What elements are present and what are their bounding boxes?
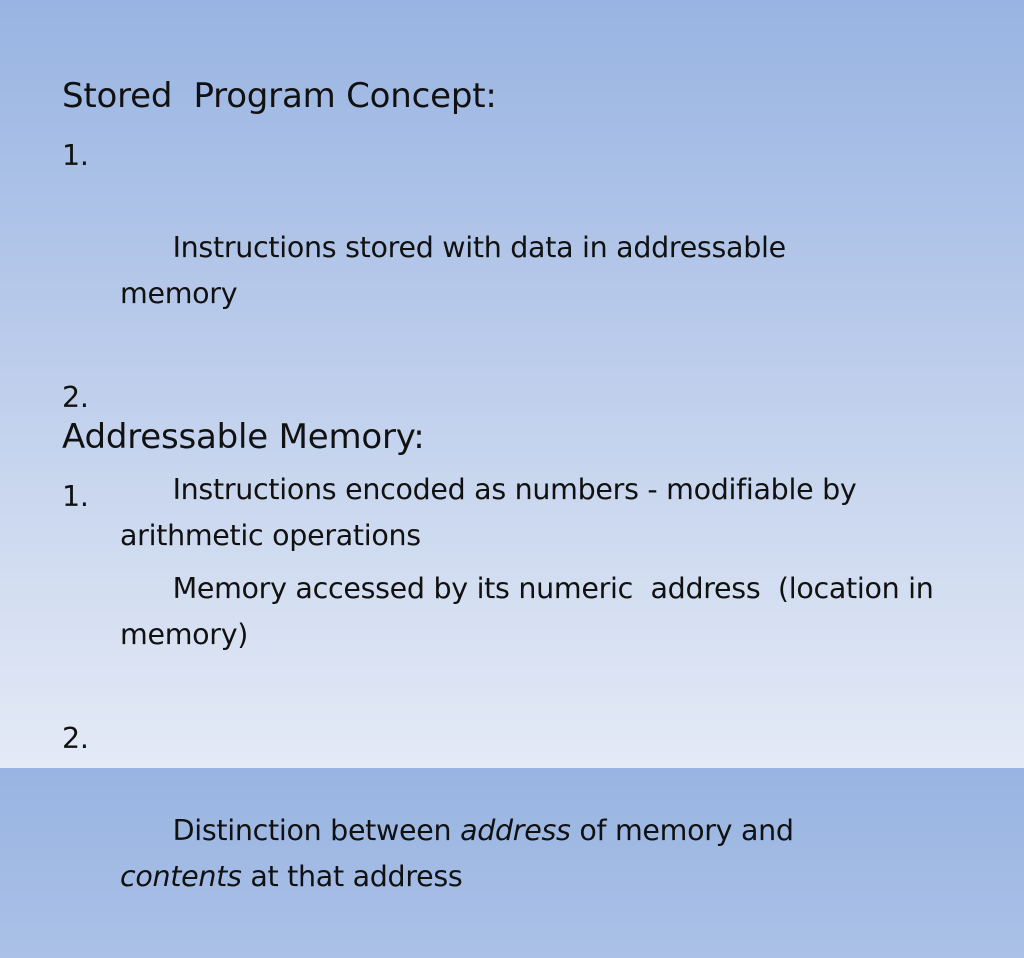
list-item (62, 474, 962, 704)
list-item-text: Memory accessed by its numeric address (location in memory) (120, 572, 943, 651)
list-item-text-part: Distinction between (172, 814, 461, 847)
section-heading-addressable-memory: Addressable Memory: (62, 417, 425, 457)
list-item (62, 716, 962, 946)
list-number: 2. (62, 381, 89, 414)
list-item-emphasis-address: address (460, 814, 571, 847)
list-item-text-part: of memory and (570, 814, 803, 847)
list-item-text-part: at that address (241, 860, 463, 893)
list-number: 2. (62, 722, 89, 755)
list-item-emphasis-contents: contents (120, 860, 242, 893)
section-heading-stored-program-concept: Stored Program Concept: (62, 76, 497, 116)
list-item-text: Instructions stored with data in addressable memory (120, 231, 795, 310)
list-number: 1. (62, 480, 89, 513)
list-item (62, 133, 862, 363)
list-number: 1. (62, 139, 89, 172)
list-item-text: Instructions encoded as numbers - modifiable by arithmetic operations (120, 473, 866, 552)
addressable-memory-list (62, 474, 962, 958)
